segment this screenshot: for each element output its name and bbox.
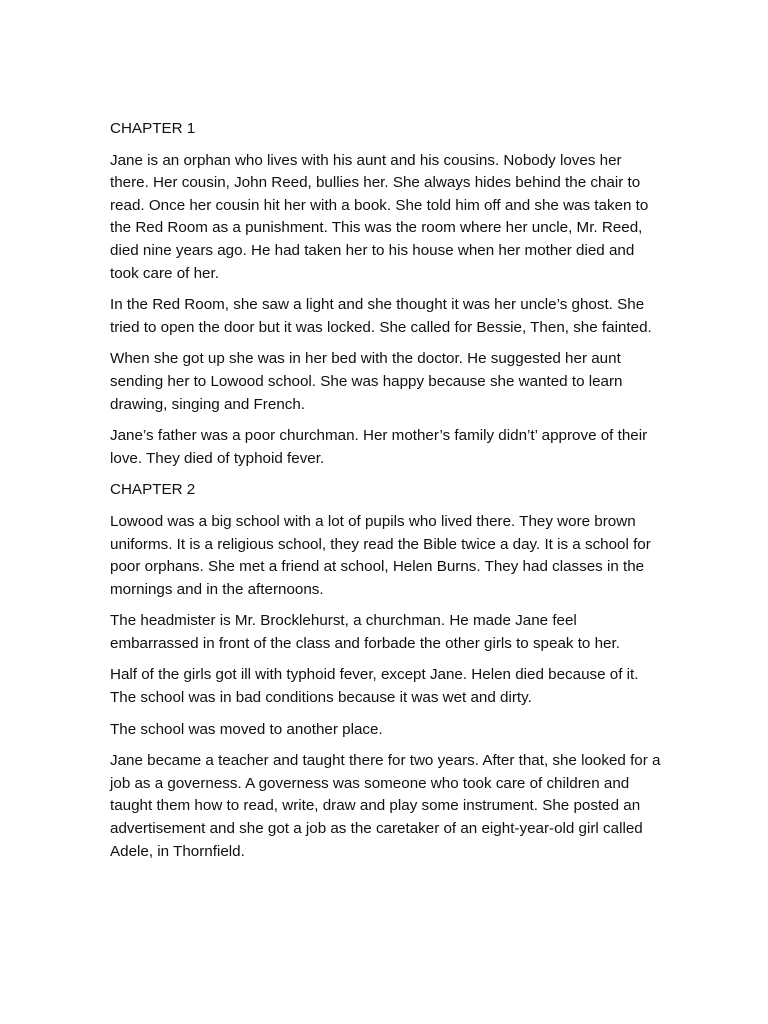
chapter-1-paragraph-4: Jane’s father was a poor churchman. Her mother’s family didn’t’ approve of their love. They died of typhoid fever.	[110, 427, 648, 467]
chapter-1-paragraph-2: In the Red Room, she saw a light and she thought it was her uncle’s ghost. She tried to open the door but it was locked. She called for Bessie, Then, she fainted.	[110, 296, 652, 336]
document-body	[110, 118, 662, 872]
chapter-2-paragraph-5: Jane became a teacher and taught there for two years. After that, she looked for a job as a governess. A governess was someone who took care of children and taught them how to read, write, draw and play some instrument. She posted an advertisement and she got a job as the caretaker of an eight-year-old girl called Adele, in Thornfield.	[110, 752, 661, 860]
chapter-1-paragraph-1: Jane is an orphan who lives with his aunt and his cousins. Nobody loves her there. Her cousin, John Reed, bullies her. She always hides behind the chair to read. Once her cousin hit her with a book. She told him off and she was taken to the Red Room as a punishment. This was the room where her uncle, Mr. Reed, died nine years ago. He had taken her to his house when her mother died and took care of her.	[110, 151, 649, 282]
chapter-2-paragraph-4: The school was moved to another place.	[110, 720, 383, 738]
chapter-1-heading: CHAPTER 1	[110, 120, 196, 137]
chapter-2-paragraph-2: The headmister is Mr. Brocklehurst, a churchman. He made Jane feel embarrassed in front of the class and forbade the other girls to speak to her.	[110, 612, 620, 652]
chapter-2-paragraph-1: Lowood was a big school with a lot of pupils who lived there. They wore brown uniforms. It is a religious school, they read the Bible twice a day. It is a school for poor orphans. She met a friend at school, Helen Burns. They had classes in the mornings and in the afternoons.	[110, 512, 651, 598]
chapter-1-paragraph-3: When she got up she was in her bed with the doctor. He suggested her aunt sending her to Lowood school. She was happy because she wanted to learn drawing, singing and French.	[110, 350, 623, 413]
chapter-2-paragraph-3: Half of the girls got ill with typhoid fever, except Jane. Helen died because of it. The school was in bad conditions because it was wet and dirty.	[110, 666, 639, 707]
chapter-2-heading: CHAPTER 2	[110, 481, 196, 499]
